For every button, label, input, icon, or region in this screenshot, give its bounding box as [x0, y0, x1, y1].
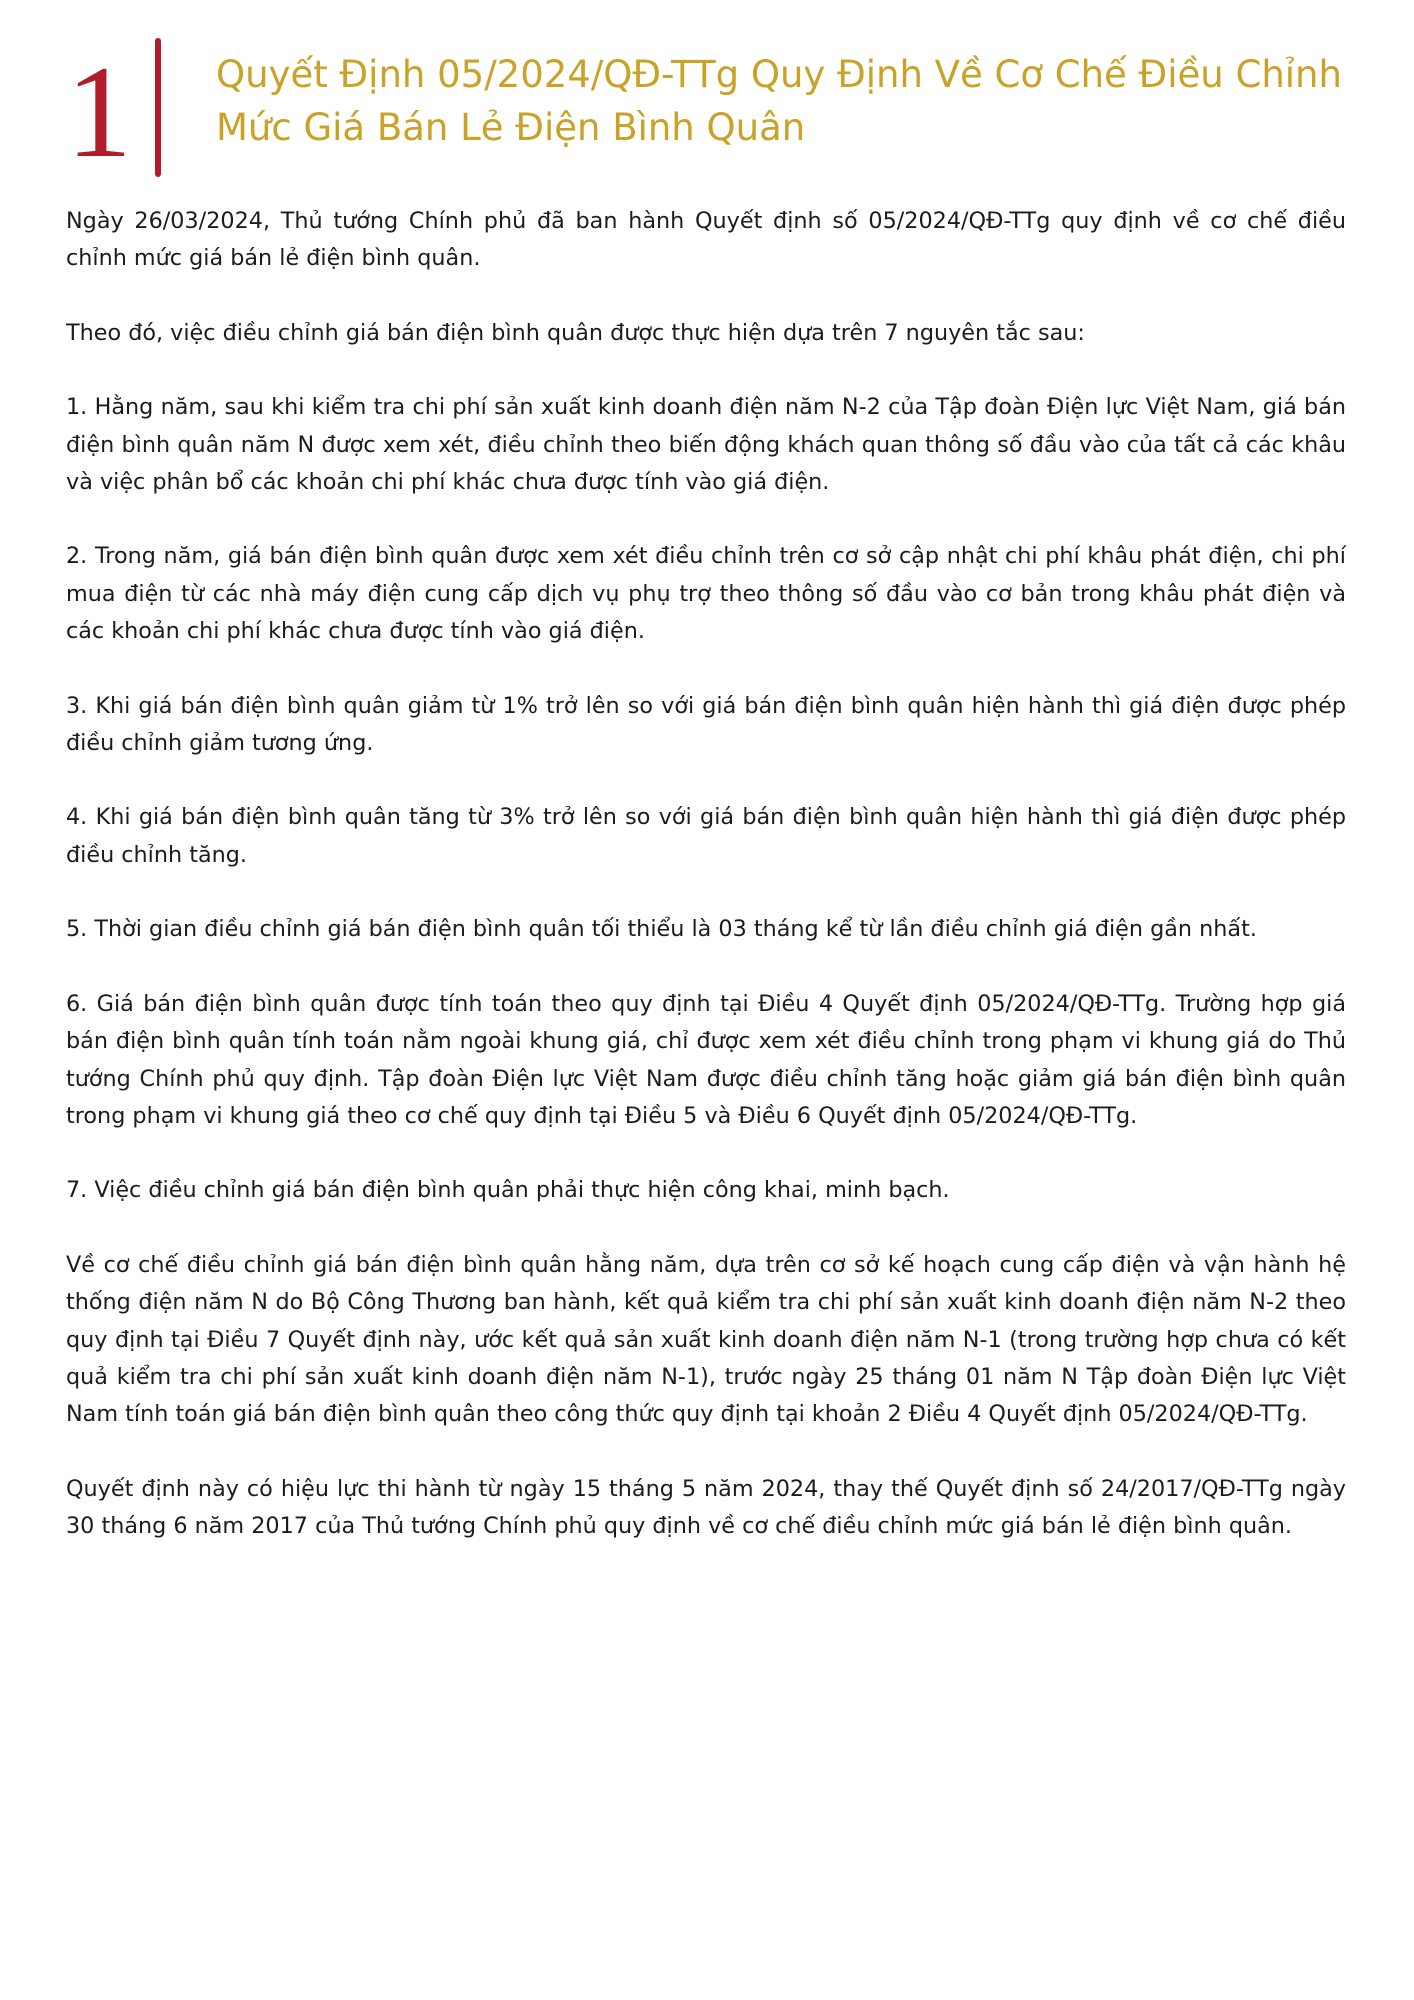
principle-5: 5. Thời gian điều chỉnh giá bán điện bình quân tối thiểu là 03 tháng kể từ lần điều chỉnh giá điện gần nhất. [66, 916, 1257, 943]
principle-1: 1. Hằng năm, sau khi kiểm tra chi phí sản xuất kinh doanh điện năm N-2 của Tập đoàn Điện lực Việt Nam, giá bán điện bình quân năm N được xem xét, điều chỉnh theo biến động khách quan thông số đầu vào của tất cả các khâu và việc phân bổ các khoản chi phí khác chưa được tính vào giá điện. [66, 394, 1346, 496]
principle-4: 4. Khi giá bán điện bình quân tăng từ 3% trở lên so với giá bán điện bình quân hiện hành thì giá điện được phép điều chỉnh tăng. [66, 804, 1346, 868]
principle-3: 3. Khi giá bán điện bình quân giảm từ 1% trở lên so với giá bán điện bình quân hiện hành thì giá điện được phép điều chỉnh giảm tương ứng. [66, 692, 1346, 757]
principle-7: 7. Việc điều chỉnh giá bán điện bình quân phải thực hiện công khai, minh bạch. [66, 1177, 950, 1204]
section-header [66, 38, 1356, 185]
intro-paragraph: Ngày 26/03/2024, Thủ tướng Chính phủ đã ban hành Quyết định số 05/2024/QĐ-TTg quy định về cơ chế điều chỉnh mức giá bán lẻ điện bình quân. [66, 208, 1346, 272]
section-number: 1 [66, 38, 128, 185]
annual-mechanism-paragraph: Về cơ chế điều chỉnh giá bán điện bình quân hằng năm, dựa trên cơ sở kế hoạch cung cấp điện và vận hành hệ thống điện năm N do Bộ Công Thương ban hành, kết quả kiểm tra chi phí sản xuất kinh doanh điện năm N-2 theo quy định tại Điều 7 Quyết định này, ước kết quả sản xuất kinh doanh điện năm N-1 (trong trường hợp chưa có kết quả kiểm tra chi phí sản xuất kinh doanh điện năm N-1), trước ngày 25 tháng 01 năm N Tập đoàn Điện lực Việt Nam tính toán giá bán điện bình quân theo công thức quy định tại khoản 2 Điều 4 Quyết định 05/2024/QĐ-TTg. [66, 1251, 1346, 1428]
vertical-divider [155, 38, 161, 177]
principle-2: 2. Trong năm, giá bán điện bình quân được xem xét điều chỉnh trên cơ sở cập nhật chi phí khâu phát điện, chi phí mua điện từ các nhà máy điện cung cấp dịch vụ phụ trợ theo thông số đầu vào cơ bản trong khâu phát điện và các khoản chi phí khác chưa được tính vào giá điện. [66, 543, 1346, 645]
section-title: Quyết Định 05/2024/QĐ-TTg Quy Định Về Cơ Chế Điều Chỉnh Mức Giá Bán Lẻ Điện Bình Quân [216, 53, 1342, 149]
article-body [66, 203, 1346, 1583]
effective-date-paragraph: Quyết định này có hiệu lực thi hành từ ngày 15 tháng 5 năm 2024, thay thế Quyết định số 24/2017/QĐ-TTg ngày 30 tháng 6 năm 2017 của Thủ tướng Chính phủ quy định về cơ chế điều chỉnh mức giá bán lẻ điện bình quân. [66, 1475, 1346, 1540]
principle-6: 6. Giá bán điện bình quân được tính toán theo quy định tại Điều 4 Quyết định 05/2024/QĐ-TTg. Trường hợp giá bán điện bình quân tính toán nằm ngoài khung giá, chỉ được xem xét điều chỉnh trong phạm vi khung giá do Thủ tướng Chính phủ quy định. Tập đoàn Điện lực Việt Nam được điều chỉnh tăng hoặc giảm giá bán điện bình quân trong phạm vi khung giá theo cơ chế quy định tại Điều 5 và Điều 6 Quyết định 05/2024/QĐ-TTg. [66, 990, 1346, 1129]
principles-lead-paragraph: Theo đó, việc điều chỉnh giá bán điện bình quân được thực hiện dựa trên 7 nguyên tắc sau: [66, 319, 1085, 346]
